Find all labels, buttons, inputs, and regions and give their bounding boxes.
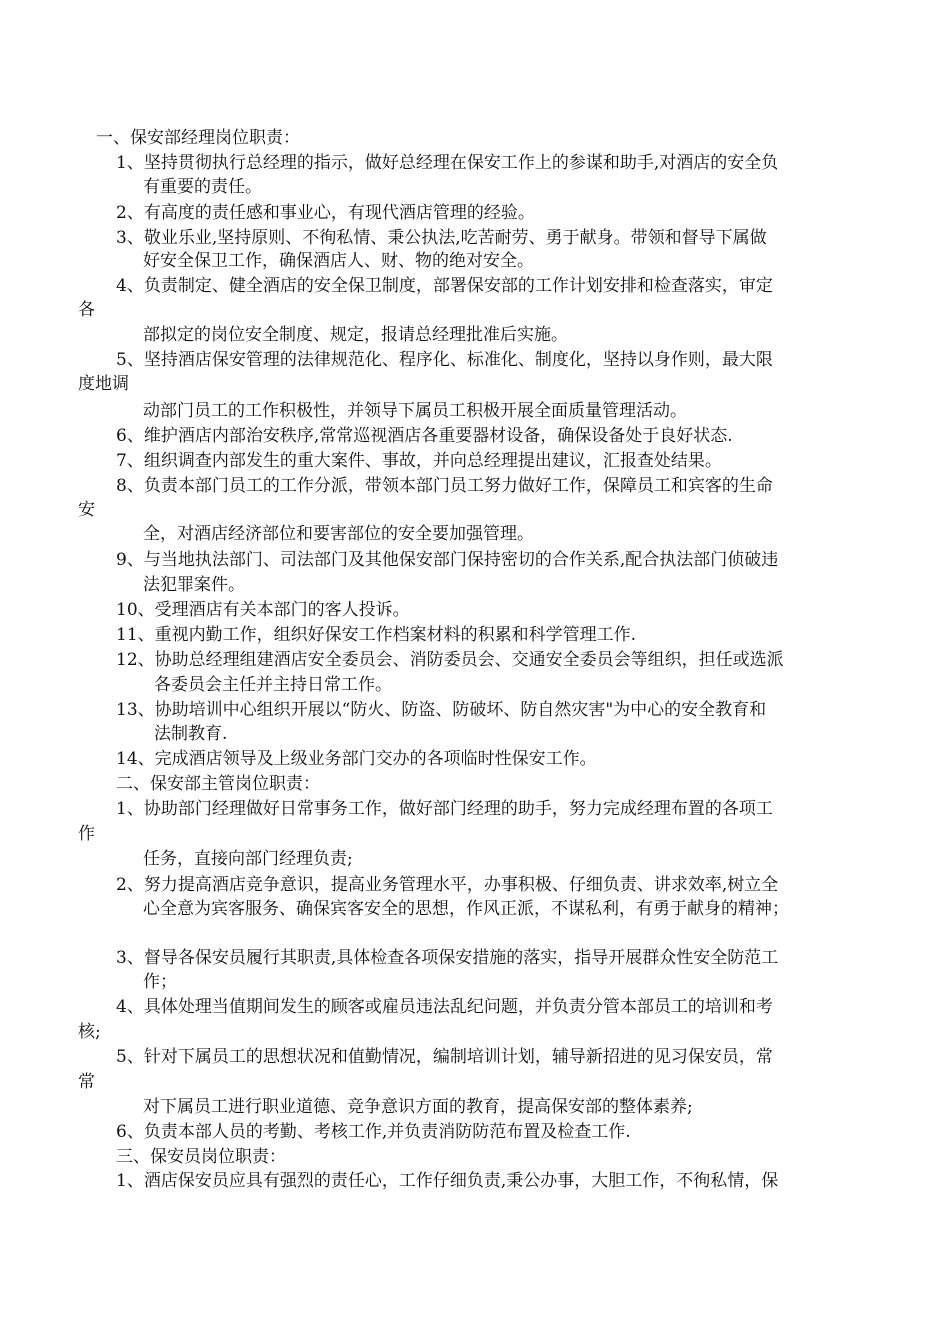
duty-item: 1、坚持贯彻执行总经理的指示，做好总经理在保安工作上的参谋和助手,对酒店的安全负 bbox=[116, 153, 779, 173]
duty-item-continuation: 有重要的责任。 bbox=[143, 177, 262, 197]
duty-item: 12、协助总经理组建酒店安全委员会、消防委员会、交通安全委员会等组织，担任或选派 bbox=[116, 650, 784, 670]
duty-item-continuation: 全，对酒店经济部位和要害部位的安全要加强管理。 bbox=[143, 524, 534, 544]
duty-item-continuation: 法犯罪案件。 bbox=[143, 575, 245, 595]
duty-item: 2、有高度的责任感和事业心，有现代酒店管理的经验。 bbox=[116, 203, 535, 223]
duty-item: 9、与当地执法部门、司法部门及其他保安部门保持密切的合作关系,配合执法部门侦破违 bbox=[116, 550, 779, 570]
duty-item: 3、敬业乐业,坚持原则、不徇私情、秉公执法,吃苦耐劳、勇于献身。带领和督导下属做 bbox=[116, 228, 767, 248]
duty-item-wrap: 度地调 bbox=[78, 374, 129, 394]
duty-item: 13、协助培训中心组织开展以“防火、防盗、防破坏、防自然灾害"为中心的安全教育和 bbox=[116, 700, 767, 720]
duty-item: 10、受理酒店有关本部门的客人投诉。 bbox=[116, 600, 410, 620]
duty-item: 4、负责制定、健全酒店的安全保卫制度，部署保安部的工作计划安排和检查落实，审定 bbox=[116, 276, 773, 296]
duty-item: 1、协助部门经理做好日常事务工作，做好部门经理的助手，努力完成经理布置的各项工 bbox=[116, 799, 773, 819]
duty-item-wrap: 作 bbox=[78, 824, 95, 844]
duty-item-continuation: 好安全保卫工作，确保酒店人、财、物的绝对安全。 bbox=[143, 251, 534, 271]
duty-item: 2、努力提高酒店竞争意识，提高业务管理水平，办事积极、仔细负责、讲求效率,树立全 bbox=[116, 875, 779, 895]
duty-item-continuation: 法制教育. bbox=[154, 724, 228, 744]
duty-item: 5、坚持酒店保安管理的法律规范化、程序化、标准化、制度化，坚持以身作则，最大限 bbox=[116, 350, 773, 370]
duty-item: 11、重视内勤工作，组织好保安工作档案材料的积累和科学管理工作. bbox=[116, 625, 637, 645]
section-heading-manager: 一、保安部经理岗位职责： bbox=[96, 128, 300, 148]
duty-item-wrap: 各 bbox=[78, 300, 95, 320]
duty-item: 14、完成酒店领导及上级业务部门交办的各项临时性保安工作。 bbox=[116, 749, 597, 769]
duty-item: 1、酒店保安员应具有强烈的责任心，工作仔细负责,秉公办事，大胆工作，不徇私情，保 bbox=[116, 1171, 779, 1191]
duty-item-wrap: 安 bbox=[78, 500, 95, 520]
duty-item: 4、具体处理当值期间发生的顾客或雇员违法乱纪问题，并负责分管本部员工的培训和考 bbox=[116, 997, 773, 1017]
section-heading-guard: 三、保安员岗位职责： bbox=[116, 1147, 286, 1167]
duty-item: 6、维护酒店内部治安秩序,常常巡视酒店各重要器材设备，确保设备处于良好状态. bbox=[116, 426, 733, 446]
duty-item: 3、督导各保安员履行其职责,具体检查各项保安措施的落实，指导开展群众性安全防范工 bbox=[116, 948, 779, 968]
duty-item: 8、负责本部门员工的工作分派，带领本部门员工努力做好工作，保障员工和宾客的生命 bbox=[116, 476, 773, 496]
duty-item-wrap: 核; bbox=[78, 1022, 101, 1042]
duty-item: 7、组织调查内部发生的重大案件、事故，并向总经理提出建议，汇报查处结果。 bbox=[116, 451, 722, 471]
duty-item-continuation: 任务，直接向部门经理负责; bbox=[143, 849, 353, 869]
duty-item-continuation: 作； bbox=[143, 972, 177, 992]
section-heading-supervisor: 二、保安部主管岗位职责： bbox=[116, 774, 320, 794]
duty-item-continuation: 各委员会主任并主持日常工作。 bbox=[154, 675, 392, 695]
duty-item-continuation: 心全意为宾客服务、确保宾客安全的思想，作风正派，不谋私利，有勇于献身的精神； bbox=[143, 899, 789, 919]
duty-item: 6、负责本部人员的考勤、考核工作,并负责消防防范布置及检查工作. bbox=[116, 1122, 631, 1142]
duty-item-continuation: 部拟定的岗位安全制度、规定，报请总经理批准后实施。 bbox=[143, 325, 568, 345]
duty-item: 5、针对下属员工的思想状况和值勤情况，编制培训计划，辅导新招进的见习保安员，常 bbox=[116, 1047, 773, 1067]
duty-item-continuation: 对下属员工进行职业道德、竞争意识方面的教育，提高保安部的整体素养; bbox=[143, 1097, 693, 1117]
duty-item-continuation: 动部门员工的工作积极性，并领导下属员工积极开展全面质量管理活动。 bbox=[143, 401, 687, 421]
duty-item-wrap: 常 bbox=[78, 1072, 95, 1092]
